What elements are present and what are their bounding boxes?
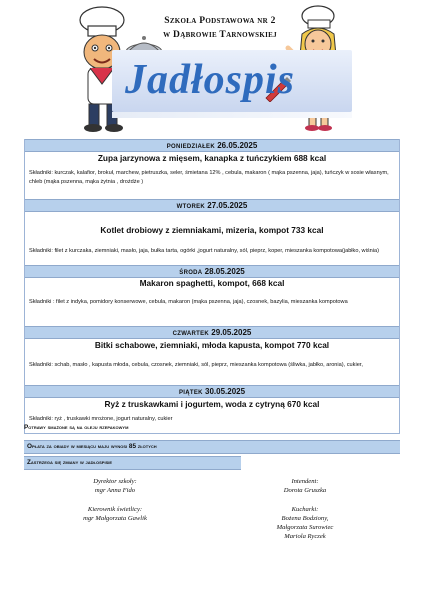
dish-name: Makaron spaghetti, kompot, 668 kcal [139,278,285,288]
school-name [140,14,300,42]
payment-note: Opłata za obiady w miesiącu maju wynosi 85 złotych [24,440,400,454]
day-header [25,139,399,152]
day-header [25,199,399,212]
header [0,0,424,138]
school-line-1: Szkoła Podstawowa nr 2 [164,16,276,26]
intendent-signature [250,477,360,495]
school-line-2: w Dąbrowie Tarnowskiej [163,30,277,40]
director-name: mgr Anna Fido [94,487,136,494]
fried-note: Potrawy smażone są na oleju rzepakowym [24,424,129,431]
cooks-signature [250,505,360,541]
intendent-name: Dorota Gruszka [283,487,327,494]
dish-name: Kotlet drobiowy z ziemniakami, mizeria, kompot 733 kcal [100,225,324,235]
dish-ingredients: Składniki: filet z kurczaka, ziemniaki, masło, jaja, bułka tarta, ogórki ,jogurt naturalny, sól, pieprz, koper, mieszanka kompotowa(jabłko, wiśnia) [29,248,379,254]
intendent-title: Intendent: [291,478,319,485]
manager-name: mgr Małgorzata Gawlik [83,515,147,522]
dish-ingredients: Składniki : filet z indyka, pomidory konserwowe, cebula, makaron (mąka pszenna, jaja), czosnek, bazylia, mieszanka kompotowa [29,299,348,305]
cook-1: Bożena Bodziony, [281,515,329,522]
day-wednesday [24,265,400,326]
menu-title: Jadłospis [125,57,296,103]
day-thursday [24,326,400,385]
dish-name: Zupa jarzynowa z mięsem, kanapka z tuńczykiem 688 kcal [97,153,327,163]
day-header [25,326,399,339]
dish-ingredients: Składniki: ryż , truskawki mrożone, jogurt naturalny, cukier [29,416,173,422]
manager-title: Kierownik świetlicy: [87,506,143,513]
dish-name: Bitki schabowe, ziemniaki, młoda kapusta, kompot 770 kcal [94,340,330,350]
day-header [25,265,399,278]
day-tuesday [24,199,400,265]
cook-3: Mariola Ryczek [284,533,326,540]
cook-2: Małgorzata Surowiec [276,524,334,531]
day-monday [24,139,400,199]
day-date: 28.05.2025 [204,267,245,276]
day-name: PIĄTEK [178,390,203,396]
menu-table [24,139,400,434]
day-date: 29.05.2025 [211,328,252,337]
director-signature [60,477,170,495]
day-date: 27.05.2025 [207,201,248,210]
director-title: Dyrektor szkoły: [93,478,137,485]
day-date: 26.05.2025 [217,141,258,150]
day-name: CZWARTEK [172,331,210,337]
dish-ingredients: Składniki: schab, masło , kapusta młoda, cebula, czosnek, ziemniaki, sól, pieprz, mieszanka kompotowa (śliwka, jabłko, aronia), cukier, [29,362,363,368]
day-date: 30.05.2025 [205,387,246,396]
day-name: PONIEDZIAŁEK [166,144,215,150]
changes-note: Zastrzega się zmiany w jadłospisie [24,456,241,470]
dish-ingredients: Składniki: kurczak, kalafior, brokuł, marchew, pietruszka, seler, śmietana 12% , cebula, makaron ( mąka pszenna, jaja), tuńczyk w sosie własnym, chleb (mąka pszenna, mąka żytnia , drożdże ) [29,170,389,185]
cooks-title: Kucharki: [291,506,319,513]
manager-signature [60,505,170,523]
day-header [25,385,399,398]
dish-name: Ryż z truskawkami i jogurtem, woda z cytryną 670 kcal [104,399,320,409]
title-banner-shadow [112,112,352,118]
day-name: WTOREK [176,204,206,210]
day-name: ŚRODA [179,270,203,276]
